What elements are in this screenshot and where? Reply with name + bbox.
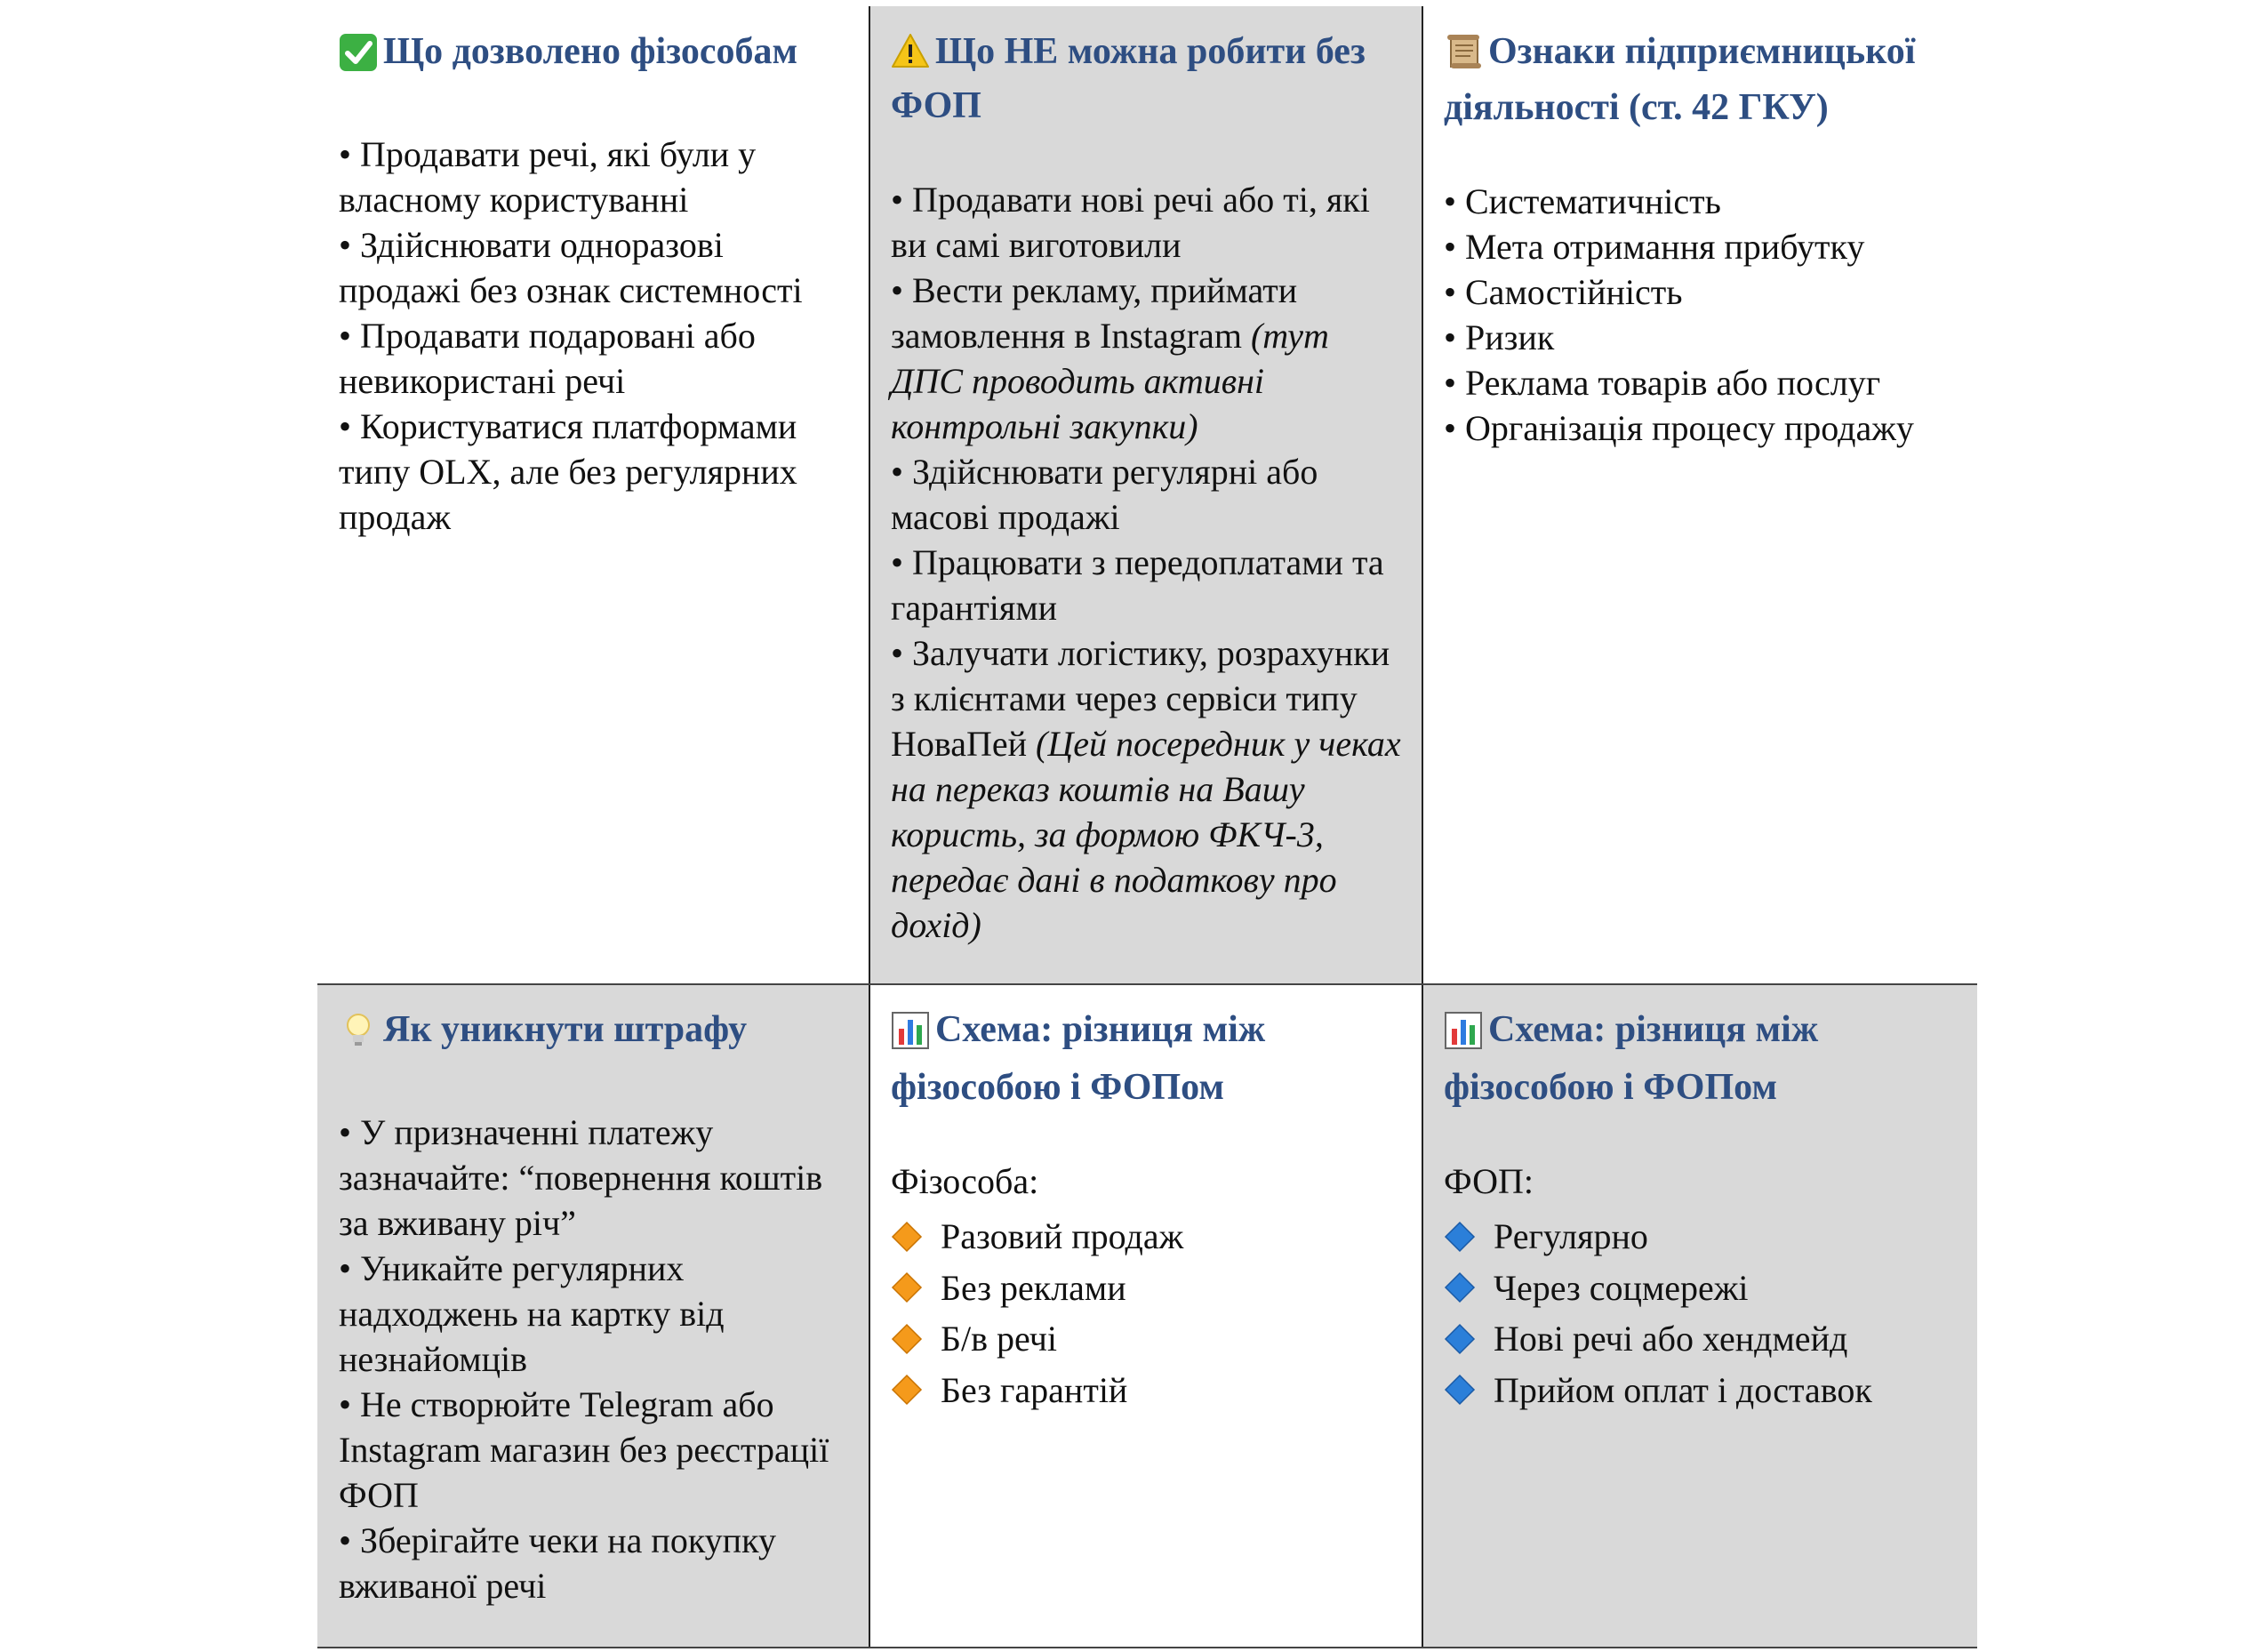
list-item: • Не створюйте Telegram або Instagram магазин без реєстрації ФОП	[339, 1384, 829, 1515]
cell-title	[339, 1006, 848, 1063]
list-item: • Продавати нові речі або ті, які ви самі виготовили	[891, 180, 1370, 265]
list-item: • Мета отримання прибутку	[1444, 227, 1865, 267]
list-item: Разовий продаж	[891, 1211, 1401, 1263]
list-item: • Зберігайте чеки на покупку вживаної речі	[339, 1520, 776, 1606]
warning-icon	[891, 33, 930, 82]
list-item: • Самостійність	[1444, 272, 1683, 312]
list-item: • Уникайте регулярних надходжень на картку від незнайомців	[339, 1248, 725, 1379]
list-item: • У призначенні платежу зазначайте: “повернення коштів за вживану річ”	[339, 1112, 823, 1243]
list-item: • Реклама товарів або послуг	[1444, 363, 1881, 403]
orange-diamond-icon	[891, 1323, 923, 1355]
cell-allowed	[317, 6, 869, 984]
cell-scheme-fop	[1422, 984, 1977, 1648]
cell-list	[891, 177, 1401, 948]
cell-avoid-fine	[317, 984, 869, 1648]
cell-list	[1444, 179, 1956, 451]
orange-diamond-icon	[891, 1221, 923, 1253]
cell-forbidden	[869, 6, 1422, 984]
cell-scheme-person	[869, 984, 1422, 1648]
cell-title-text: Що дозволено фізособам	[383, 31, 798, 72]
list-item: Нові речі або хендмейд	[1444, 1313, 1956, 1365]
cell-list	[339, 132, 848, 540]
list-item: • Систематичність	[1444, 181, 1721, 221]
list-item: • Ризик	[1444, 317, 1555, 357]
light-bulb-icon	[339, 1011, 378, 1063]
list-item: • Залучати логістику, розрахунки з клієнтами через сервіси типу НоваПей (Цей посередник у чеках на переказ коштів на Вашу користь, за формою ФКЧ-3, передає дані в податкову про дохід)	[891, 633, 1401, 945]
cell-signs	[1422, 6, 1977, 984]
cell-title	[891, 1006, 1401, 1112]
bar-chart-icon	[1444, 1011, 1483, 1063]
list-item: Через соцмережі	[1444, 1263, 1956, 1314]
cell-title	[339, 28, 848, 85]
list-item: • Вести рекламу, приймати замовлення в Instagram (тут ДПС проводить активні контрольні закупки)	[891, 270, 1329, 446]
list-item: • Здійснювати одноразові продажі без ознак системності	[339, 225, 803, 310]
cell-title-text: Як уникнути штрафу	[383, 1009, 748, 1050]
cell-title-text: Схема: різниця між фізособою і ФОПом	[1444, 1009, 1819, 1108]
list-item: • Продавати подаровані або невикористані речі	[339, 316, 756, 401]
list-item: Без гарантій	[891, 1365, 1401, 1416]
list-item: Прийом оплат і доставок	[1444, 1365, 1956, 1416]
blue-diamond-icon	[1444, 1323, 1476, 1355]
column-divider	[1422, 6, 1423, 1648]
list-item: • Здійснювати регулярні або масові продажі	[891, 452, 1318, 537]
list-item: Без реклами	[891, 1263, 1401, 1314]
table-bottom-border	[317, 1647, 1977, 1648]
column-divider	[869, 6, 870, 1648]
orange-diamond-icon	[891, 1271, 923, 1303]
list-item: Б/в речі	[891, 1313, 1401, 1365]
cell-title-text: Що НЕ можна робити без ФОП	[891, 31, 1366, 126]
cell-list	[339, 1110, 848, 1608]
info-table	[317, 6, 1977, 1648]
cell-title	[1444, 1006, 1956, 1112]
blue-diamond-icon	[1444, 1271, 1476, 1303]
list-item: • Організація процесу продажу	[1444, 408, 1914, 448]
list-item: • Користуватися платформами типу OLX, але без регулярних продаж	[339, 406, 797, 537]
orange-diamond-icon	[891, 1374, 923, 1406]
blue-diamond-icon	[1444, 1374, 1476, 1406]
cell-title	[1444, 28, 1956, 132]
list-item: • Працювати з передоплатами та гарантіями	[891, 542, 1384, 628]
scheme-label: ФОП:	[1444, 1161, 1534, 1201]
check-mark-icon	[339, 33, 378, 85]
list-item: • Продавати речі, які були у власному користуванні	[339, 134, 757, 220]
cell-title-text: Схема: різниця між фізособою і ФОПом	[891, 1009, 1266, 1108]
blue-diamond-icon	[1444, 1221, 1476, 1253]
cell-title	[891, 28, 1401, 131]
cell-title-text: Ознаки підприємницької діяльності (ст. 42 ГКУ)	[1444, 31, 1916, 128]
row-divider	[317, 983, 1977, 985]
list-item: Регулярно	[1444, 1211, 1956, 1263]
bar-chart-icon	[891, 1011, 930, 1063]
scheme-label: Фізособа:	[891, 1161, 1039, 1201]
scroll-icon	[1444, 33, 1483, 84]
